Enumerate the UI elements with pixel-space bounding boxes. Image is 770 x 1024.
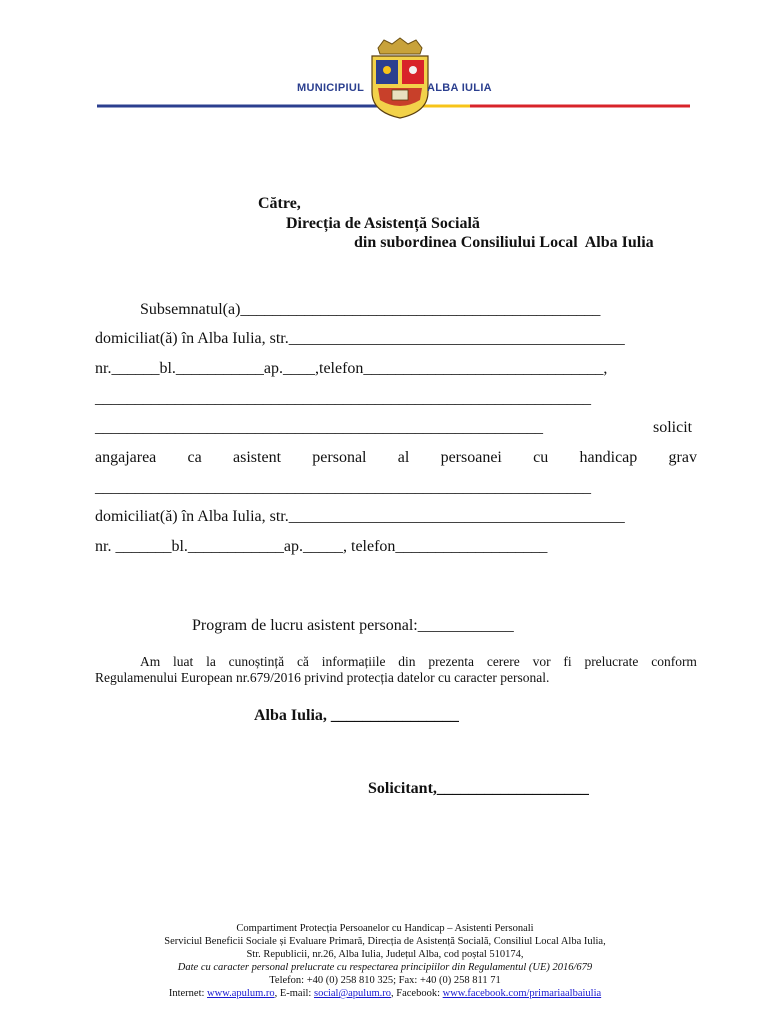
header-right-text: ALBA IULIA <box>427 82 492 94</box>
gdpr-line-2: Regulamenului European nr.679/2016 privind protecția datelor cu caracter personal. <box>95 670 550 685</box>
header-banner <box>0 0 770 120</box>
header-left-text: MUNICIPIUL <box>297 82 365 94</box>
header-graphic <box>0 0 770 120</box>
coat-of-arms-icon <box>372 38 428 118</box>
footer-line-5: Telefon: +40 (0) 258 810 325; Fax: +40 (0) 258 811 71 <box>269 975 501 986</box>
signature-line[interactable]: Solicitant,___________________ <box>368 780 589 797</box>
form-address-line[interactable]: domiciliat(ă) în Alba Iulia, str.__________________________________________ <box>95 330 625 347</box>
footer-line-6 <box>0 988 770 999</box>
word: handicap <box>579 449 638 466</box>
form-blank-line-2[interactable]: ________________________________________________________ <box>95 419 543 436</box>
addressee-line-1: Către, <box>258 195 301 212</box>
form-person-line[interactable]: ______________________________________________________________ <box>95 479 591 496</box>
footer-line-4: Date cu caracter personal prelucrate cu respectarea principiilor din Regulamentul (UE) 2016/679 <box>177 962 593 973</box>
form-blank-line-1[interactable]: ______________________________________________________________ <box>95 390 591 407</box>
form-nr-phone-line[interactable]: nr.______bl.___________ap.____,telefon______________________________, <box>95 360 608 377</box>
footer-line-2: Serviciul Beneficii Sociale și Evaluare Primară, Direcția de Asistență Socială, Consiliul Local Alba Iulia, <box>164 936 606 947</box>
facebook-label: , Facebook: <box>391 988 443 999</box>
internet-label: Internet: <box>168 988 208 999</box>
word: al <box>397 449 410 466</box>
email-link[interactable]: social@apulum.ro <box>313 988 392 999</box>
facebook-link[interactable]: www.facebook.com/primariaalbaiulia <box>442 988 602 999</box>
form-solicit-word: solicit <box>653 419 693 436</box>
form-person-address-line[interactable]: domiciliat(ă) în Alba Iulia, str.__________________________________________ <box>95 508 625 525</box>
word: persoanei <box>440 449 502 466</box>
word: grav <box>668 449 697 466</box>
addressee-line-3: din subordinea Consiliului Local Alba Iulia <box>354 234 654 251</box>
footer-line-3: Str. Republicii, nr.26, Alba Iulia, Județul Alba, cod poștal 510174, <box>246 949 524 960</box>
word: cu <box>533 449 549 466</box>
form-request-line <box>95 449 697 467</box>
program-line[interactable]: Program de lucru asistent personal:____________ <box>192 617 514 634</box>
gdpr-line-1: Am luat la cunoștință că informațiile din prezenta cerere vor fi prelucrate conform <box>140 654 697 669</box>
word: asistent <box>233 449 282 466</box>
word: personal <box>312 449 367 466</box>
word: ca <box>187 449 202 466</box>
footer-line-1: Compartiment Protecția Persoanelor cu Handicap – Asistenti Personali <box>236 923 534 934</box>
form-person-nr-phone-line[interactable]: nr. _______bl.____________ap._____, telefon___________________ <box>95 538 548 555</box>
website-link[interactable]: www.apulum.ro <box>207 988 275 999</box>
word: angajarea <box>95 449 157 466</box>
form-name-line[interactable]: Subsemnatul(a)_____________________________________________ <box>140 301 601 318</box>
email-label: , E-mail: <box>274 988 314 999</box>
addressee-line-2: Direcția de Asistență Socială <box>286 215 480 232</box>
place-date-line[interactable]: Alba Iulia, ________________ <box>254 707 459 724</box>
